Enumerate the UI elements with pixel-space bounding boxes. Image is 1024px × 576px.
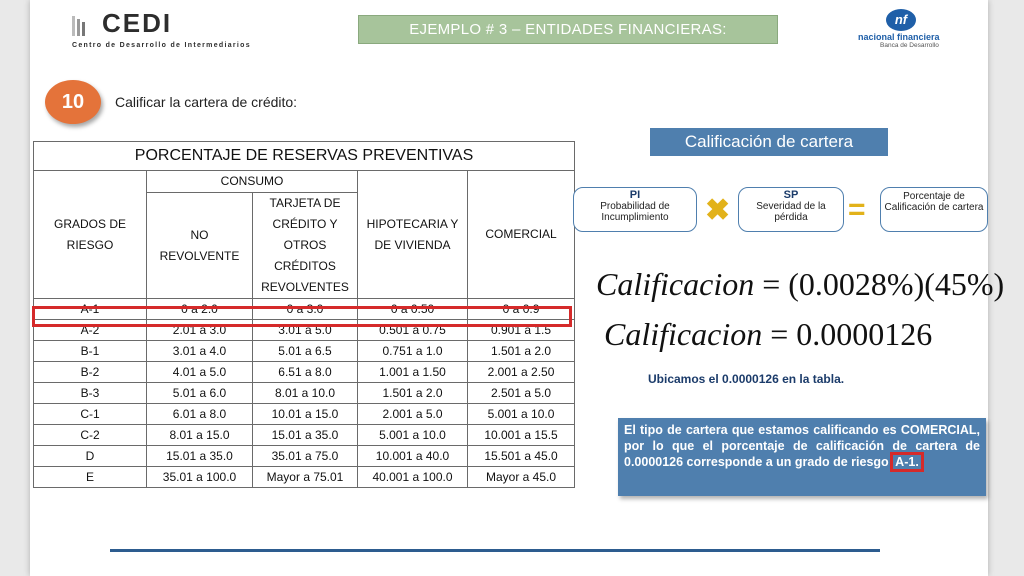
cell-comercial: 15.501 a 45.0 (468, 446, 575, 467)
cell-tarjeta: 3.01 a 5.0 (253, 320, 358, 341)
cell-tarjeta: 6.51 a 8.0 (253, 362, 358, 383)
header-grados: GRADOS DE RIESGO (34, 171, 147, 299)
pi-text: Probabilidad de Incumplimiento (600, 201, 670, 223)
sp-text: Severidad de la pérdida (756, 201, 826, 223)
footer-line (110, 549, 880, 552)
cell-tarjeta: 15.01 a 35.0 (253, 425, 358, 446)
cell-tarjeta: 8.01 a 10.0 (253, 383, 358, 404)
header-no-revolvente: NO REVOLVENTE (147, 193, 253, 299)
cell-hipo: 0.501 a 0.75 (358, 320, 468, 341)
cell-grado: C-1 (34, 404, 147, 425)
equals-icon: = (848, 193, 866, 226)
cell-grado: E (34, 467, 147, 488)
table-title: PORCENTAJE DE RESERVAS PREVENTIVAS (34, 142, 575, 171)
formula-2-rhs: = 0.0000126 (770, 316, 933, 352)
table-row (34, 383, 575, 404)
nafin-logo-icon: nf (886, 9, 916, 31)
ubicamos-note: Ubicamos el 0.0000126 en la tabla. (648, 372, 845, 386)
cell-hipo: 0 a 0.50 (358, 299, 468, 320)
cell-grado: B-3 (34, 383, 147, 404)
table-row (34, 320, 575, 341)
cell-comercial: 5.001 a 10.0 (468, 404, 575, 425)
cedi-logo (70, 8, 251, 50)
cell-comercial: 10.001 a 15.5 (468, 425, 575, 446)
cell-grado: A-1 (34, 299, 147, 320)
table-row (34, 299, 575, 320)
cell-no_rev: 4.01 a 5.0 (147, 362, 253, 383)
cell-no_rev: 15.01 a 35.0 (147, 446, 253, 467)
nafin-logo-sub: Banca de Desarrollo (880, 42, 939, 49)
cell-comercial: 2.501 a 5.0 (468, 383, 575, 404)
formula-2-var: Calificacion (604, 316, 763, 352)
formula-2 (604, 316, 932, 353)
table-row (34, 341, 575, 362)
table-body (34, 299, 575, 488)
multiply-icon: ✖ (705, 194, 731, 227)
step-instruction: Calificar la cartera de crédito: (115, 94, 298, 110)
cell-grado: A-2 (34, 320, 147, 341)
nafin-logo (856, 9, 956, 53)
step-number-badge: 10 (45, 80, 101, 124)
cell-hipo: 0.751 a 1.0 (358, 341, 468, 362)
cell-tarjeta: 35.01 a 75.0 (253, 446, 358, 467)
table-row (34, 425, 575, 446)
formula-1-var: Calificacion (596, 266, 755, 302)
cedi-logo-icon (72, 16, 96, 36)
formula-1-rhs: = (0.0028%)(45%) (762, 266, 1005, 302)
cell-no_rev: 0 a 2.0 (147, 299, 253, 320)
explanation-text: El tipo de cartera que estamos calificando es COMERCIAL, por lo que el porcentaje de calificación de cartera de 0.0000126 corresponde a un grado de riesgo (624, 423, 980, 469)
cell-no_rev: 6.01 a 8.0 (147, 404, 253, 425)
cell-comercial: 1.501 a 2.0 (468, 341, 575, 362)
cell-no_rev: 8.01 a 15.0 (147, 425, 253, 446)
pc-box (880, 187, 988, 232)
cell-hipo: 1.001 a 1.50 (358, 362, 468, 383)
formula-1 (596, 266, 1004, 303)
calificacion-banner: Calificación de cartera (650, 128, 888, 156)
cell-tarjeta: Mayor a 75.01 (253, 467, 358, 488)
cell-no_rev: 3.01 a 4.0 (147, 341, 253, 362)
cell-no_rev: 5.01 a 6.0 (147, 383, 253, 404)
cell-comercial: 0.901 a 1.5 (468, 320, 575, 341)
cell-comercial: 0 a 0.9 (468, 299, 575, 320)
header-tarjeta: TARJETA DE CRÉDITO Y OTROS CRÉDITOS REVOLVENTES (253, 193, 358, 299)
cell-tarjeta: 5.01 a 6.5 (253, 341, 358, 362)
pc-text: Porcentaje de Calificación de cartera (884, 191, 984, 213)
cedi-logo-subtitle: Centro de Desarrollo de Intermediarios (72, 42, 251, 49)
cell-hipo: 5.001 a 10.0 (358, 425, 468, 446)
explanation-box (618, 418, 986, 496)
cell-tarjeta: 0 a 3.0 (253, 299, 358, 320)
sp-abbr: SP (783, 189, 799, 201)
cell-comercial: Mayor a 45.0 (468, 467, 575, 488)
pi-box (573, 187, 697, 232)
header-hipotecaria: HIPOTECARIA Y DE VIVIENDA (358, 171, 468, 299)
table-row (34, 467, 575, 488)
cell-grado: D (34, 446, 147, 467)
cell-grado: C-2 (34, 425, 147, 446)
cedi-logo-text: CEDI (102, 8, 173, 38)
cell-no_rev: 2.01 a 3.0 (147, 320, 253, 341)
header-consumo: CONSUMO (147, 171, 358, 193)
cell-grado: B-2 (34, 362, 147, 383)
header-comercial: COMERCIAL (468, 171, 575, 299)
grade-highlight: A-1. (890, 452, 924, 472)
cell-comercial: 2.001 a 2.50 (468, 362, 575, 383)
cell-hipo: 2.001 a 5.0 (358, 404, 468, 425)
cell-no_rev: 35.01 a 100.0 (147, 467, 253, 488)
sp-box (738, 187, 844, 232)
table-row (34, 446, 575, 467)
cell-hipo: 10.001 a 40.0 (358, 446, 468, 467)
table-row (34, 362, 575, 383)
header-banner: EJEMPLO # 3 – ENTIDADES FINANCIERAS: (358, 15, 778, 44)
table-row (34, 404, 575, 425)
reserves-table (33, 141, 575, 488)
cell-grado: B-1 (34, 341, 147, 362)
pi-abbr: PI (629, 189, 641, 201)
cell-hipo: 1.501 a 2.0 (358, 383, 468, 404)
cell-hipo: 40.001 a 100.0 (358, 467, 468, 488)
cell-tarjeta: 10.01 a 15.0 (253, 404, 358, 425)
nafin-logo-name: nacional financiera (858, 32, 940, 42)
